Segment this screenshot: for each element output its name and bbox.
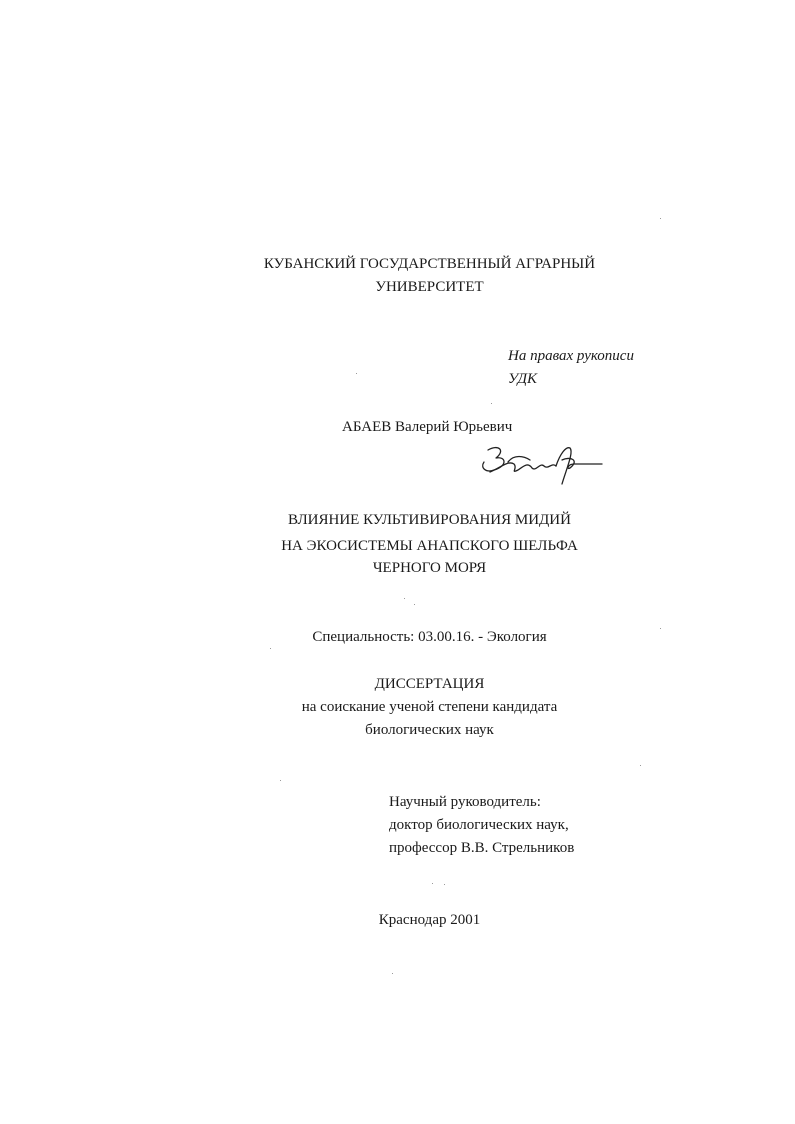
- title-line-3: ЧЕРНОГО МОРЯ: [372, 560, 487, 576]
- dissertation-heading: ДИССЕРТАЦИЯ: [374, 676, 485, 692]
- scan-speck: [491, 403, 492, 404]
- scan-speck: [414, 604, 415, 605]
- dissertation-line-1: на соискание ученой степени кандидата: [301, 699, 558, 715]
- specialty: Специальность: 03.00.16. - Экология: [312, 629, 547, 645]
- scan-speck: [356, 373, 357, 374]
- scan-speck: [404, 598, 405, 599]
- dissertation-line-2: биологических наук: [365, 722, 494, 738]
- institution-line-1: КУБАНСКИЙ ГОСУДАРСТВЕННЫЙ АГРАРНЫЙ: [263, 256, 596, 272]
- supervisor-name: профессор В.В. Стрельников: [389, 840, 575, 856]
- scan-speck: [660, 218, 661, 219]
- scan-speck: [432, 883, 433, 884]
- scan-speck: [660, 628, 661, 629]
- scan-speck: [280, 780, 281, 781]
- title-line-2: НА ЭКОСИСТЕМЫ АНАПСКОГО ШЕЛЬФА: [281, 538, 578, 554]
- supervisor-degree: доктор биологических наук,: [389, 817, 569, 833]
- author-name: АБАЕВ Валерий Юрьевич: [342, 419, 513, 435]
- place-year: Краснодар 2001: [378, 912, 481, 928]
- scan-speck: [270, 648, 271, 649]
- supervisor-label: Научный руководитель:: [389, 794, 541, 810]
- manuscript-note: На правах рукописи: [508, 348, 634, 364]
- scan-speck: [640, 765, 641, 766]
- institution-line-2: УНИВЕРСИТЕТ: [375, 279, 484, 295]
- author-signature: [470, 440, 610, 495]
- udc-label: УДК: [508, 371, 537, 387]
- scan-speck: [444, 884, 445, 885]
- title-line-1: ВЛИЯНИЕ КУЛЬТИВИРОВАНИЯ МИДИЙ: [288, 512, 571, 528]
- scan-speck: [392, 973, 393, 974]
